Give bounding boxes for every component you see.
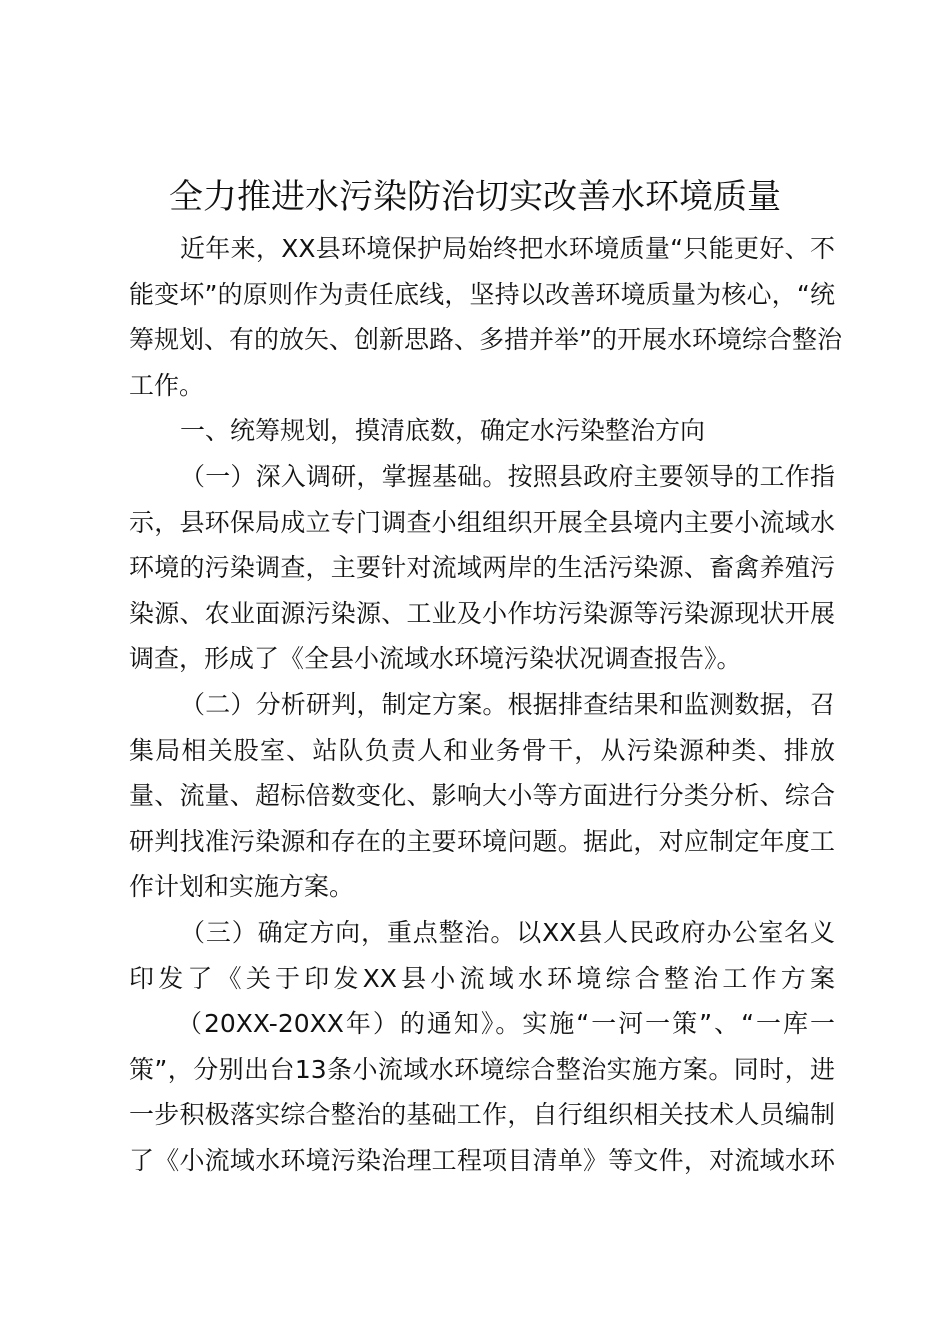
paragraph-line: 近年来，XX县环境保护局始终把水环境质量“只能更好、不 [180, 234, 835, 263]
section-heading: 一、统筹规划，摸清底数，确定水污染整治方向 [180, 416, 706, 446]
paragraph-line: 能变坏”的原则作为责任底线，坚持以改善环境质量为核心，“统 [129, 279, 835, 309]
document-title: 全力推进水污染防治切实改善水环境质量 [169, 177, 781, 217]
paragraph-line: 量、流量、超标倍数变化、影响大小等方面进行分类分析、综合 [129, 781, 835, 811]
paragraph-line: （一）深入调研，掌握基础。按照县政府主要领导的工作指 [180, 461, 835, 491]
paragraph-line: 筹规划、有的放矢、创新思路、多措并举”的开展水环境综合整治 [129, 325, 842, 355]
paragraph-line: 策”，分别出台13条小流域水环境综合整治实施方案。同时，进 [129, 1054, 835, 1084]
paragraph-line: 环境的污染调查，主要针对流域两岸的生活污染源、畜禽养殖污 [129, 553, 835, 583]
paragraph-line: 作计划和实施方案。 [129, 872, 355, 902]
paragraph-line: 染源、农业面源污染源、工业及小作坊污染源等污染源现状开展 [129, 598, 835, 628]
paragraph-line: 示，县环保局成立专门调查小组组织开展全县境内主要小流域水 [129, 507, 835, 537]
paragraph-line: 集局相关股室、站队负责人和业务骨干，从污染源种类、排放 [129, 735, 835, 765]
paragraph-line: （20XX-20XX年）的通知》。实施“一河一策”、“一库一 [177, 1009, 835, 1039]
paragraph-line: 一步积极落实综合整治的基础工作，自行组织相关技术人员编制 [129, 1100, 835, 1130]
paragraph-line: 了《小流域水环境污染治理工程项目清单》等文件，对流域水环 [129, 1145, 835, 1175]
paragraph-line: 工作。 [129, 370, 205, 400]
paragraph-line: （三）确定方向，重点整治。以XX县人民政府办公室名义 [180, 917, 835, 947]
paragraph-line: 研判找准污染源和存在的主要环境问题。据此，对应制定年度工 [129, 826, 835, 856]
paragraph-line: 调查，形成了《全县小流域水环境污染状况调查报告》。 [129, 644, 742, 674]
paragraph-line: 印发了《关于印发XX县小流域水环境综合整治工作方案 [129, 963, 835, 993]
paragraph-line: （二）分析研判，制定方案。根据排查结果和监测数据，召 [180, 689, 835, 719]
document-body [129, 226, 842, 1183]
